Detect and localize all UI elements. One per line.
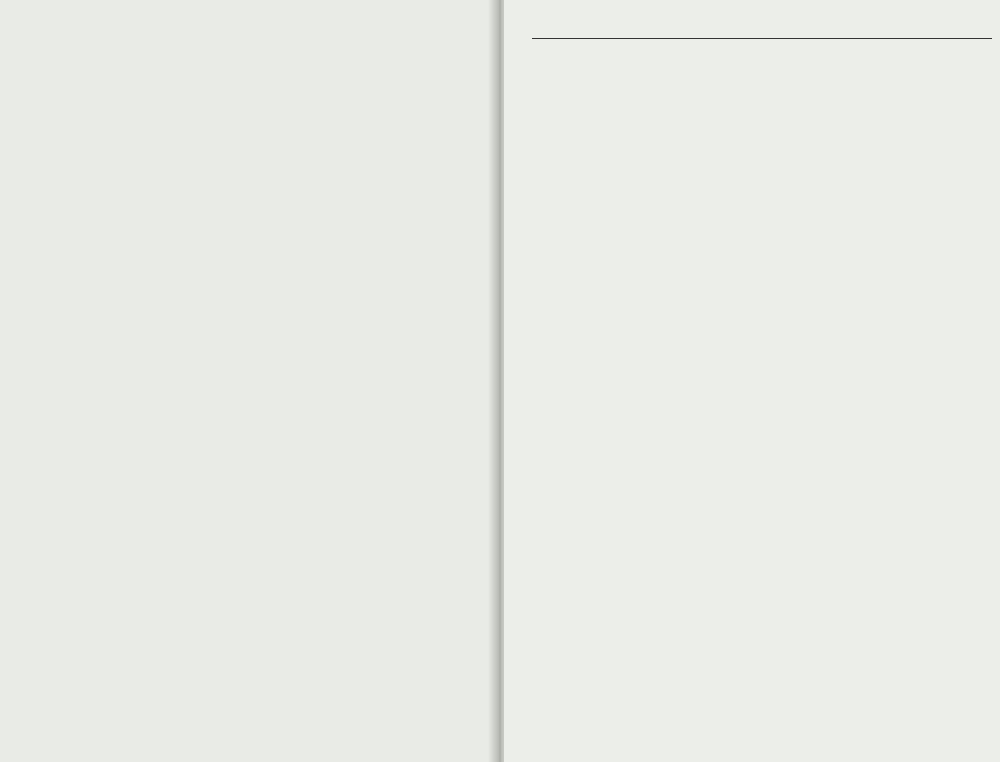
right-page	[504, 0, 1000, 762]
left-page-header	[10, 20, 474, 40]
left-page	[0, 0, 496, 762]
right-page-header	[532, 14, 992, 39]
